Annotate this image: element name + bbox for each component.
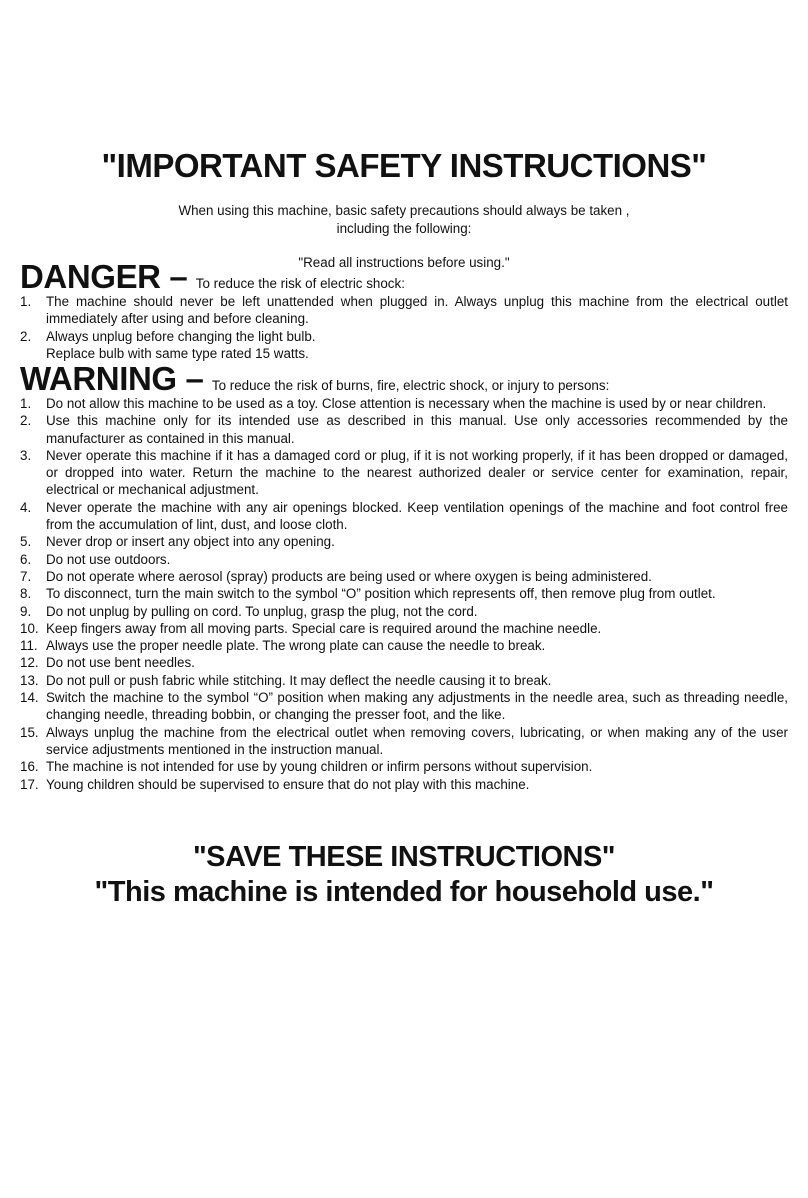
- warning-item-number: 3.: [20, 447, 32, 463]
- warning-item-text: Do not unplug by pulling on cord. To unplug, grasp the plug, not the cord.: [46, 603, 478, 619]
- warning-heading: WARNING –: [20, 360, 204, 397]
- warning-heading-row: [20, 360, 609, 398]
- warning-item-number: 10.: [20, 620, 39, 636]
- warning-item-text: Always unplug the machine from the electrical outlet when removing covers, lubricating, or when making any of the user service adjustments mentioned in the instruction manual.: [46, 724, 788, 757]
- intro-line-1: When using this machine, basic safety precautions should always be taken ,: [178, 203, 630, 218]
- warning-item-number: 17.: [20, 776, 39, 792]
- danger-heading: DANGER –: [20, 258, 188, 295]
- warning-item-text: Do not pull or push fabric while stitching. It may deflect the needle causing it to break.: [46, 672, 552, 688]
- page-title: "IMPORTANT SAFETY INSTRUCTIONS": [101, 147, 707, 184]
- danger-heading-row: [20, 258, 405, 296]
- warning-item-number: 15.: [20, 724, 39, 740]
- warning-item-number: 5.: [20, 534, 32, 550]
- warning-item-number: 12.: [20, 655, 39, 671]
- warning-item-number: 1.: [20, 396, 32, 411]
- danger-item-text: Always unplug before changing the light bulb.: [46, 328, 316, 344]
- danger-item-number: 2.: [20, 328, 32, 344]
- warning-item-text: Young children should be supervised to ensure that do not play with this machine.: [46, 776, 530, 792]
- warning-item-number: 9.: [20, 603, 32, 619]
- danger-item-text: The machine should never be left unattended when plugged in. Always unplug this machine from the electrical outlet immediately after using and before cleaning.: [46, 294, 788, 327]
- warning-item: [20, 620, 788, 637]
- warning-item: [20, 637, 788, 654]
- warning-item: [20, 533, 788, 550]
- warning-item: [20, 776, 788, 793]
- danger-list: [20, 293, 788, 362]
- warning-item: [20, 603, 788, 620]
- warning-item: [20, 689, 788, 724]
- warning-list: [20, 395, 788, 793]
- warning-item-text: Never operate the machine with any air openings blocked. Keep ventilation openings of the machine and foot control free from the accumulation of lint, dust, and loose cloth.: [46, 499, 788, 533]
- danger-item-text-line-2: Replace bulb with same type rated 15 watts.: [46, 345, 309, 361]
- warning-item-text: Switch the machine to the symbol “O” position when making any adjustments in the needle area, such as threading needle, changing needle, threading bobbin, or changing the presser foot, and the like.: [46, 690, 788, 723]
- danger-item-number: 1.: [20, 294, 32, 309]
- warning-item-text: Do not use bent needles.: [46, 655, 195, 671]
- warning-subheading: To reduce the risk of burns, fire, electric shock, or injury to persons:: [211, 378, 610, 393]
- warning-item-number: 14.: [20, 690, 39, 706]
- warning-item-text: To disconnect, turn the main switch to the symbol “O” position which represents off, then remove plug from outlet.: [46, 586, 716, 602]
- warning-item: [20, 654, 788, 671]
- warning-item-number: 6.: [20, 551, 32, 567]
- danger-subheading: To reduce the risk of electric shock:: [195, 276, 405, 291]
- danger-item: [20, 328, 788, 363]
- warning-item: [20, 758, 788, 775]
- warning-item-text: Keep fingers away from all moving parts. Special care is required around the machine needle.: [46, 620, 602, 636]
- warning-item-text: Do not operate where aerosol (spray) products are being used or where oxygen is being administered.: [46, 568, 652, 584]
- warning-item: [20, 447, 788, 499]
- warning-item-text: Never operate this machine if it has a damaged cord or plug, if it is not working properly, if it has been dropped or damaged, or dropped into water. Return the machine to the nearest authorized dealer or service center for examination, repair, electrical or mechanical adjustment.: [46, 447, 788, 498]
- warning-item-text: Do not use outdoors.: [46, 551, 171, 567]
- warning-item-text: Use this machine only for its intended use as described in this manual. Use only accessories recommended by the manufacturer as contained in this manual.: [46, 413, 788, 446]
- warning-item-number: 13.: [20, 672, 39, 688]
- warning-item-number: 2.: [20, 413, 32, 429]
- warning-item-number: 16.: [20, 759, 39, 775]
- warning-item: [20, 724, 788, 759]
- closing-block: [0, 840, 808, 910]
- danger-item: [20, 293, 788, 328]
- warning-item-number: 7.: [20, 568, 32, 584]
- warning-item-number: 4.: [20, 499, 32, 515]
- warning-item: [20, 499, 788, 534]
- warning-item-number: 8.: [20, 586, 32, 602]
- warning-item: [20, 412, 788, 447]
- warning-item-text: Never drop or insert any object into any opening.: [46, 534, 335, 550]
- warning-item: [20, 551, 788, 568]
- warning-item: [20, 395, 788, 412]
- warning-item: [20, 568, 788, 585]
- warning-item: [20, 585, 788, 602]
- warning-item: [20, 672, 788, 689]
- intro-quote: "Read all instructions before using.": [298, 255, 510, 270]
- household-use-heading: "This machine is intended for household use.": [94, 876, 714, 908]
- save-instructions-heading: "SAVE THESE INSTRUCTIONS": [192, 841, 616, 873]
- intro-line-2: including the following:: [336, 221, 472, 236]
- warning-item-text: Always use the proper needle plate. The wrong plate can cause the needle to break.: [46, 638, 546, 654]
- warning-item-text: Do not allow this machine to be used as a toy. Close attention is necessary when the machine is used by or near children.: [46, 396, 767, 411]
- warning-item-text: The machine is not intended for use by young children or infirm persons without supervision.: [46, 759, 593, 775]
- warning-item-number: 11.: [20, 638, 38, 654]
